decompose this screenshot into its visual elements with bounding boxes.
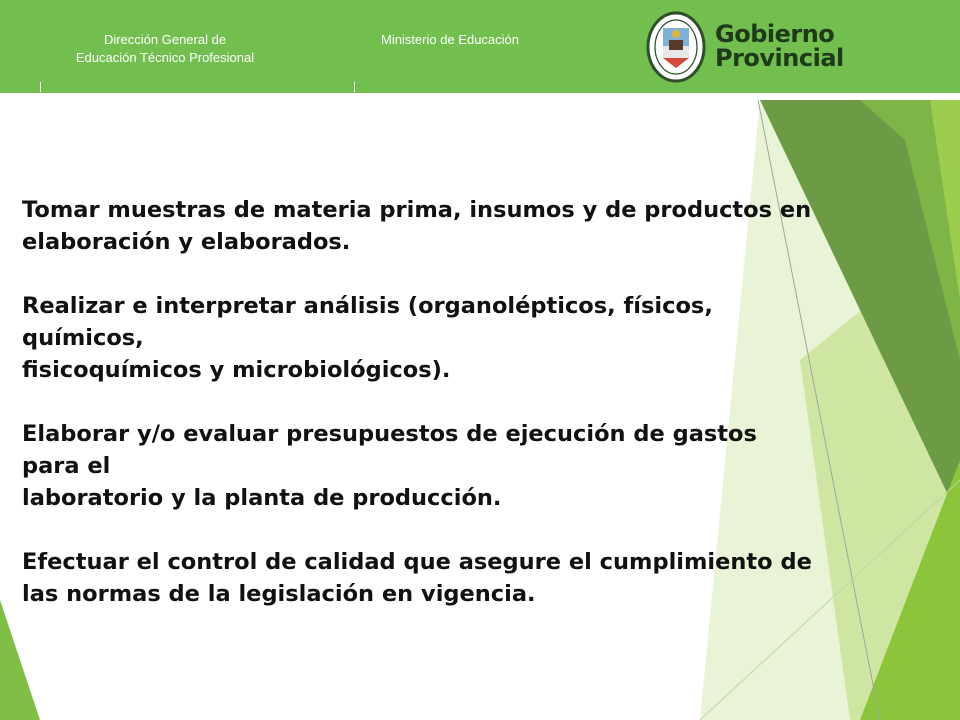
- paragraph-samples: [22, 194, 862, 258]
- ministry-name: Ministerio de Educación: [380, 32, 520, 47]
- paragraph-quality-control: [22, 546, 862, 610]
- department-line-2: Educación Técnico Profesional: [75, 50, 255, 65]
- paragraph-budgets: [22, 418, 862, 514]
- logo-brand-text: [715, 22, 844, 70]
- paragraph-line: elaboración y elaborados.: [22, 229, 351, 255]
- department-name: [30, 31, 300, 67]
- paragraph-line: fisicoquímicos y microbiológicos).: [22, 357, 451, 383]
- paragraph-line: Efectuar el control de calidad que asegure el cumplimiento de: [22, 549, 812, 575]
- header-bar: [0, 0, 960, 96]
- government-logo: [645, 10, 844, 85]
- paragraph-line: Realizar e interpretar análisis (organolépticos, físicos,: [22, 293, 713, 319]
- paragraph-analysis: [22, 290, 862, 386]
- paragraph-line: químicos,: [22, 325, 144, 351]
- header-tick-mid: [354, 82, 355, 92]
- logo-brand-line-2: Provincial: [715, 44, 844, 72]
- paragraph-line: Elaborar y/o evaluar presupuestos de ejecución de gastos: [22, 421, 757, 447]
- header-tick-left: [40, 82, 41, 92]
- department-line-1: Dirección General de: [103, 32, 227, 47]
- paragraph-line: laboratorio y la planta de producción.: [22, 485, 502, 511]
- paragraph-line: para el: [22, 453, 111, 479]
- corrientes-seal-icon: [645, 10, 711, 85]
- slide-body: [22, 194, 862, 642]
- logo-brand-line-1: Gobierno: [715, 20, 835, 48]
- paragraph-line: Tomar muestras de materia prima, insumos y de productos en: [22, 197, 812, 223]
- paragraph-line: las normas de la legislación en vigencia.: [22, 581, 536, 607]
